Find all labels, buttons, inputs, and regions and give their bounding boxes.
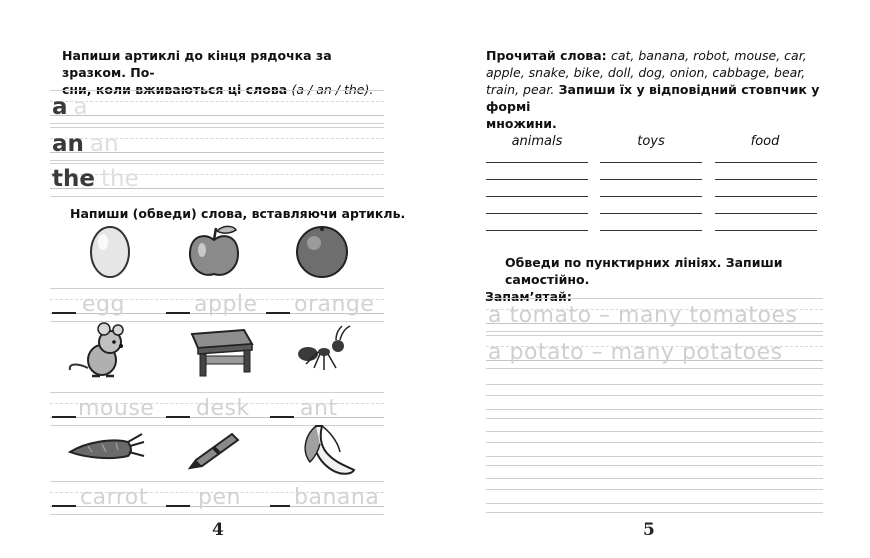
column-food: food (750, 134, 780, 149)
page-number-right: 5 (643, 520, 655, 540)
word-list-line-1: cat, banana, robot, mouse, car, (610, 48, 807, 63)
answer-line[interactable] (715, 230, 817, 231)
sample-the-bold: the (52, 166, 95, 192)
answer-line[interactable] (600, 230, 702, 231)
answer-line[interactable] (486, 179, 588, 180)
instruction-plural-lead: Прочитай слова: (486, 48, 607, 63)
sample-an-bold: an (52, 131, 84, 157)
answer-line[interactable] (486, 213, 588, 214)
article-blank-mouse[interactable] (52, 416, 76, 418)
instruction-plural (486, 47, 826, 132)
instruction-line-2: сни, коли вживаються ці слова (62, 82, 288, 97)
writing-line[interactable] (486, 442, 823, 443)
writing-line[interactable] (486, 478, 823, 479)
answer-line[interactable] (600, 162, 702, 163)
column-toys: toys (637, 134, 665, 149)
instruction-articles-list: (a / an / the). (291, 82, 374, 97)
writing-line[interactable] (486, 384, 823, 385)
writing-line[interactable] (486, 512, 823, 513)
word-apple: apple (194, 292, 258, 317)
desk-picture (184, 326, 254, 378)
instruction-trace-line-2: Запам’ятай: (485, 289, 572, 304)
article-blank-egg[interactable] (52, 312, 76, 314)
page-number-left: 4 (212, 520, 224, 540)
writing-line[interactable] (486, 503, 823, 504)
writing-line[interactable] (486, 465, 823, 466)
sample-a-trace: a (73, 94, 88, 120)
word-desk: desk (196, 396, 250, 421)
instruction-line-1: Напиши артиклі до кінця рядочка за зразком. По- (62, 48, 332, 80)
pen-picture (184, 428, 244, 472)
answer-line[interactable] (715, 162, 817, 163)
banana-picture (298, 422, 358, 480)
answer-line[interactable] (486, 230, 588, 231)
ruled-row-a (50, 90, 384, 124)
word-pen: pen (198, 485, 241, 510)
mouse-picture (66, 320, 138, 380)
instruction-plural-tail: Запиши їх у відповідний стовпчик у формі (486, 82, 820, 114)
instruction-trace-line-1: Обведи по пунктирних лініях. Запиши самостійно. (505, 255, 783, 287)
instruction-plural-tail2: множини. (486, 116, 557, 131)
trace-line-tomato: a tomato – many tomatoes (488, 303, 798, 328)
writing-line[interactable] (486, 431, 823, 432)
article-blank-apple[interactable] (166, 312, 190, 314)
answer-line[interactable] (600, 179, 702, 180)
ant-picture (296, 324, 354, 374)
right-page (435, 0, 870, 558)
column-animals: animals (511, 134, 563, 149)
writing-line[interactable] (486, 489, 823, 490)
answer-line[interactable] (715, 179, 817, 180)
article-blank-orange[interactable] (266, 312, 290, 314)
article-blank-desk[interactable] (166, 416, 190, 418)
carrot-picture (66, 428, 146, 468)
instruction-insert-article: Напиши (обведи) слова, вставляючи артикль. (70, 206, 406, 221)
word-egg: egg (82, 292, 125, 317)
egg-picture (86, 222, 134, 280)
answer-line[interactable] (486, 162, 588, 163)
word-orange: orange (294, 292, 375, 317)
word-carrot: carrot (80, 485, 148, 510)
answer-line[interactable] (600, 196, 702, 197)
sample-a (52, 96, 88, 119)
sample-a-bold: a (52, 94, 68, 120)
word-ant: ant (300, 396, 338, 421)
article-blank-carrot[interactable] (52, 505, 76, 507)
writing-line[interactable] (486, 418, 823, 419)
article-blank-pen[interactable] (166, 505, 190, 507)
orange-picture (294, 224, 350, 280)
sample-an-trace: an (89, 131, 119, 157)
answer-line[interactable] (486, 196, 588, 197)
answer-line[interactable] (600, 213, 702, 214)
word-mouse: mouse (78, 396, 155, 421)
writing-line[interactable] (486, 456, 823, 457)
writing-line[interactable] (486, 409, 823, 410)
apple-picture (186, 222, 242, 280)
word-list-line-2: apple, snake, bike, doll, dog, onion, cabbage, bear, (486, 65, 806, 80)
article-blank-ant[interactable] (270, 416, 294, 418)
trace-line-potato: a potato – many potatoes (488, 340, 783, 365)
word-list-line-3: train, pear. (486, 82, 555, 97)
article-blank-banana[interactable] (270, 505, 290, 507)
sample-the-trace: the (100, 166, 139, 192)
writing-line[interactable] (486, 395, 823, 396)
sample-the (52, 168, 139, 191)
sample-an (52, 133, 119, 156)
answer-line[interactable] (715, 196, 817, 197)
answer-line[interactable] (715, 213, 817, 214)
word-banana: banana (294, 485, 380, 510)
